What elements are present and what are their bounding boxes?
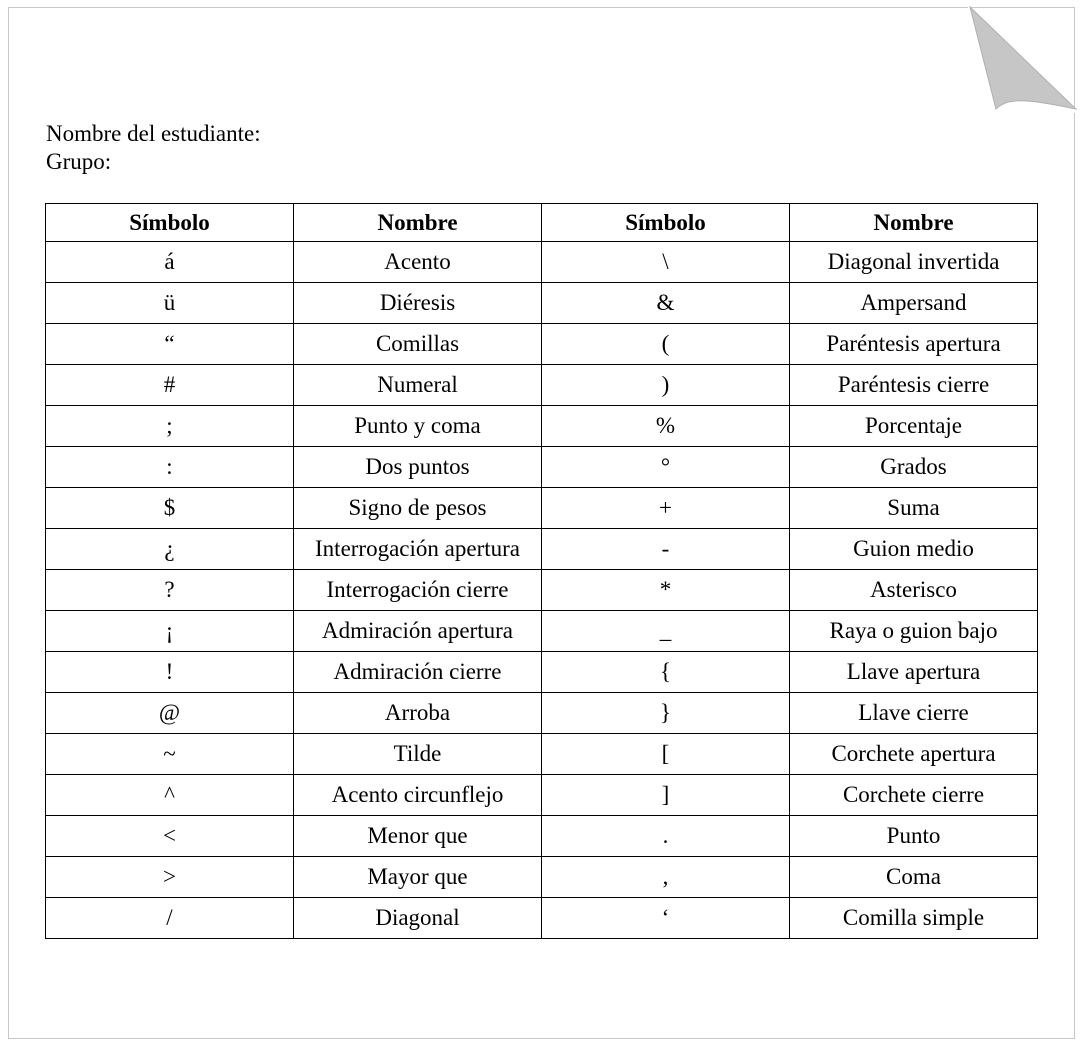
symbol-cell: ü	[46, 283, 294, 324]
name-cell: Menor que	[294, 816, 542, 857]
name-cell: Coma	[790, 857, 1038, 898]
symbol-cell: )	[542, 365, 790, 406]
page-curl-icon	[968, 5, 1080, 113]
name-cell: Corchete apertura	[790, 734, 1038, 775]
symbol-cell: }	[542, 693, 790, 734]
symbol-cell: ^	[46, 775, 294, 816]
name-cell: Grados	[790, 447, 1038, 488]
name-cell: Corchete cierre	[790, 775, 1038, 816]
symbol-cell: “	[46, 324, 294, 365]
symbol-cell: [	[542, 734, 790, 775]
table-row	[46, 447, 1038, 488]
symbol-cell: ‘	[542, 898, 790, 939]
symbol-cell: *	[542, 570, 790, 611]
name-cell: Diagonal invertida	[790, 242, 1038, 283]
name-cell: Porcentaje	[790, 406, 1038, 447]
symbol-cell: .	[542, 816, 790, 857]
name-cell: Raya o guion bajo	[790, 611, 1038, 652]
name-cell: Signo de pesos	[294, 488, 542, 529]
name-cell: Comilla simple	[790, 898, 1038, 939]
name-cell: Diéresis	[294, 283, 542, 324]
name-cell: Acento	[294, 242, 542, 283]
table-header-row	[46, 204, 1038, 242]
name-cell: Mayor que	[294, 857, 542, 898]
symbol-cell: $	[46, 488, 294, 529]
name-cell: Paréntesis cierre	[790, 365, 1038, 406]
name-cell: Punto y coma	[294, 406, 542, 447]
table-row	[46, 611, 1038, 652]
symbol-cell: -	[542, 529, 790, 570]
symbol-cell: ]	[542, 775, 790, 816]
symbol-cell: _	[542, 611, 790, 652]
header-symbol-1: Símbolo	[46, 204, 294, 242]
name-cell: Llave apertura	[790, 652, 1038, 693]
name-cell: Asterisco	[790, 570, 1038, 611]
table-row	[46, 324, 1038, 365]
table-row	[46, 406, 1038, 447]
name-cell: Diagonal	[294, 898, 542, 939]
symbol-cell: ?	[46, 570, 294, 611]
student-name-label: Nombre del estudiante:	[46, 121, 261, 146]
symbol-cell: %	[542, 406, 790, 447]
symbol-cell: <	[46, 816, 294, 857]
name-cell: Punto	[790, 816, 1038, 857]
header-name-1: Nombre	[294, 204, 542, 242]
name-cell: Llave cierre	[790, 693, 1038, 734]
table-row	[46, 365, 1038, 406]
table-row	[46, 488, 1038, 529]
table-row	[46, 816, 1038, 857]
table-row	[46, 570, 1038, 611]
name-cell: Suma	[790, 488, 1038, 529]
name-cell: Dos puntos	[294, 447, 542, 488]
symbol-cell: #	[46, 365, 294, 406]
symbol-cell: \	[542, 242, 790, 283]
table-row	[46, 734, 1038, 775]
symbol-cell: á	[46, 242, 294, 283]
table-row	[46, 857, 1038, 898]
name-cell: Tilde	[294, 734, 542, 775]
symbol-cell: @	[46, 693, 294, 734]
symbol-cell: !	[46, 652, 294, 693]
symbol-cell: ~	[46, 734, 294, 775]
header-symbol-2: Símbolo	[542, 204, 790, 242]
student-info	[46, 120, 261, 176]
name-cell: Admiración cierre	[294, 652, 542, 693]
table-row	[46, 652, 1038, 693]
symbol-cell: {	[542, 652, 790, 693]
symbol-cell: °	[542, 447, 790, 488]
symbol-cell: &	[542, 283, 790, 324]
symbol-cell: ,	[542, 857, 790, 898]
symbol-cell: ;	[46, 406, 294, 447]
name-cell: Interrogación cierre	[294, 570, 542, 611]
symbol-cell: ¿	[46, 529, 294, 570]
symbols-table	[45, 203, 1038, 939]
table-row	[46, 775, 1038, 816]
name-cell: Admiración apertura	[294, 611, 542, 652]
table-row	[46, 242, 1038, 283]
group-label: Grupo:	[46, 149, 112, 174]
symbol-cell: /	[46, 898, 294, 939]
name-cell: Ampersand	[790, 283, 1038, 324]
name-cell: Arroba	[294, 693, 542, 734]
name-cell: Comillas	[294, 324, 542, 365]
name-cell: Acento circunflejo	[294, 775, 542, 816]
symbol-cell: +	[542, 488, 790, 529]
table-row	[46, 529, 1038, 570]
symbol-cell: :	[46, 447, 294, 488]
name-cell: Paréntesis apertura	[790, 324, 1038, 365]
symbol-cell: >	[46, 857, 294, 898]
table-body	[46, 242, 1038, 939]
name-cell: Numeral	[294, 365, 542, 406]
symbol-cell: (	[542, 324, 790, 365]
symbol-cell: ¡	[46, 611, 294, 652]
name-cell: Guion medio	[790, 529, 1038, 570]
table-row	[46, 693, 1038, 734]
header-name-2: Nombre	[790, 204, 1038, 242]
name-cell: Interrogación apertura	[294, 529, 542, 570]
table-row	[46, 283, 1038, 324]
table-row	[46, 898, 1038, 939]
